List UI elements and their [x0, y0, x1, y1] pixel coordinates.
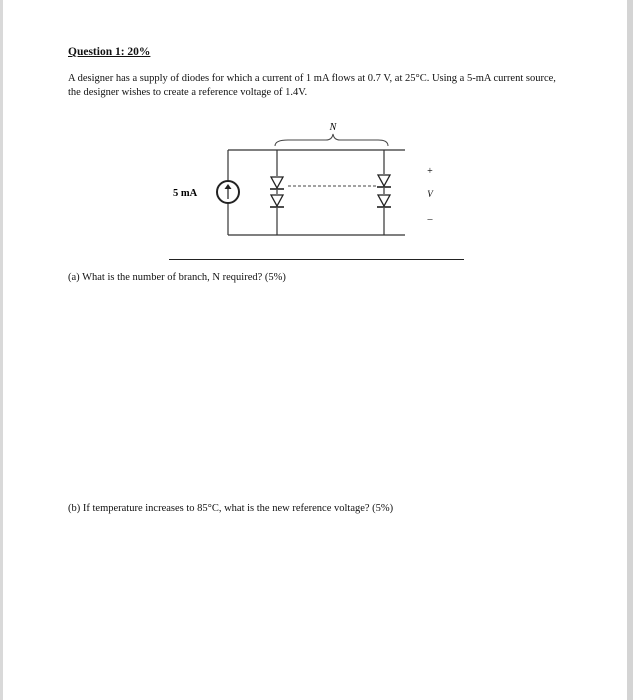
circuit-diagram — [160, 114, 460, 244]
diode-1-top — [270, 176, 284, 190]
part-b-question: (b) If temperature increases to 85°C, what is the new reference voltage? (5%) — [68, 503, 394, 514]
voltage-label: V — [427, 189, 433, 199]
section-divider — [169, 259, 464, 260]
diode-1-bottom — [270, 194, 284, 208]
voltage-plus: + — [427, 166, 433, 177]
source-label: 5 mA — [173, 188, 198, 199]
part-a-question: (a) What is the number of branch, N required? (5%) — [68, 272, 286, 283]
voltage-minus: – — [427, 214, 433, 225]
question-body: A designer has a supply of diodes for which a current of 1 mA flows at 0.7 V, at 25°C. Using a 5-mA current source, the designer wishes to create a reference voltage of 1.4V. — [68, 73, 556, 98]
left-page-edge — [0, 0, 3, 700]
branches-label: N — [329, 122, 337, 133]
current-source — [217, 181, 239, 203]
diode-n-top — [377, 174, 391, 188]
branches-brace — [275, 134, 388, 146]
right-page-edge — [627, 0, 633, 700]
diode-n-bottom — [377, 194, 391, 208]
circuit-wires — [228, 150, 405, 235]
question-title: Question 1: 20% — [68, 46, 151, 58]
